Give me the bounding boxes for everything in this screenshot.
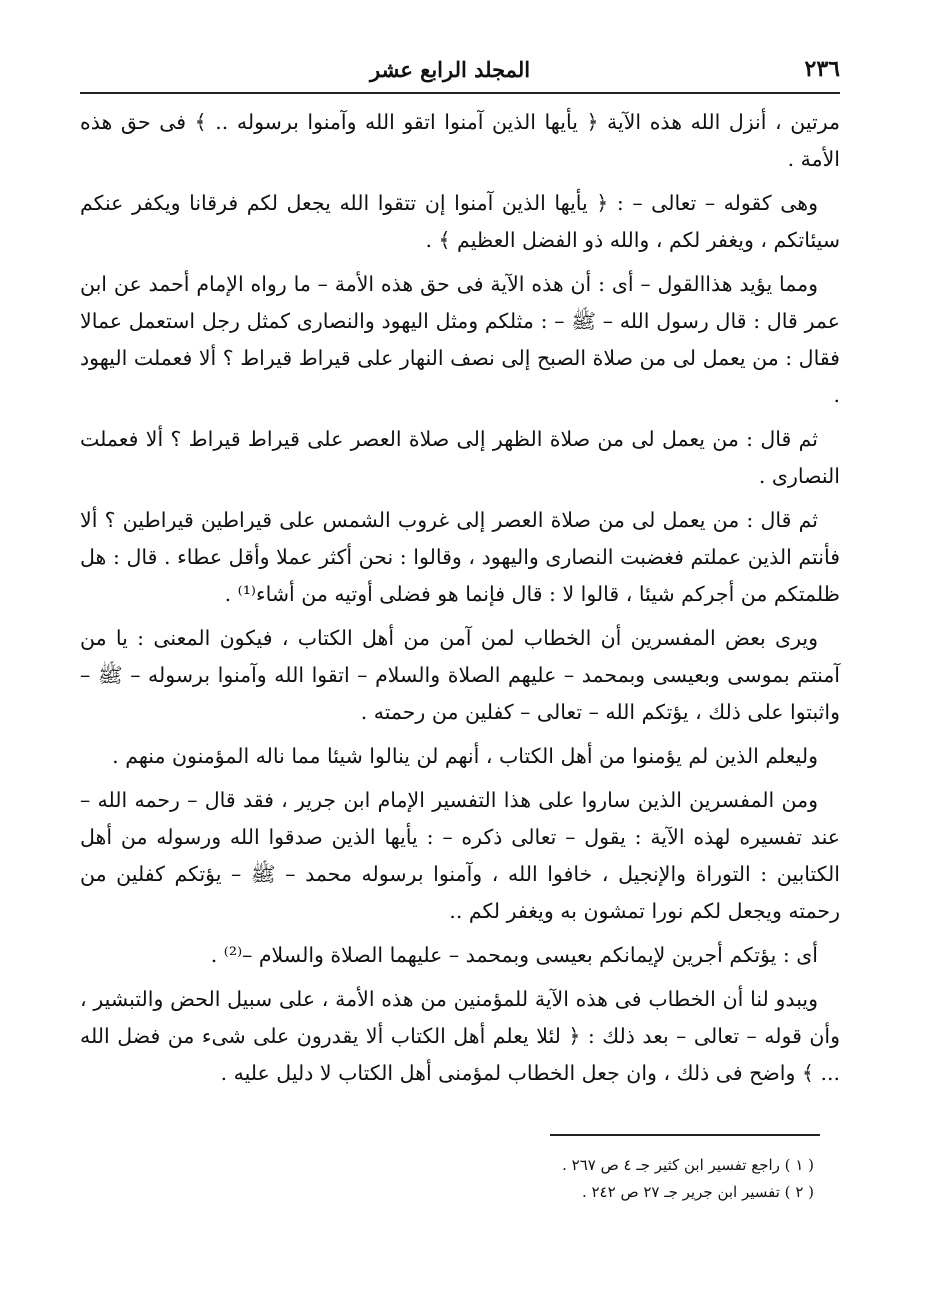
paragraph: مرتين ، أنزل الله هذه الآية ﴿ يأيها الذين آمنوا اتقو الله وآمنوا برسوله .. ﴾ فى حق هذه الأمة . [80, 110, 840, 171]
paragraph: ويرى بعض المفسرين أن الخطاب لمن آمن من أهل الكتاب ، فيكون المعنى : يا من آمنتم بموسى وبعيسى وبمحمد – عليهم الصلاة والسلام – اتقوا الله وآمنوا برسوله – ﷺ – واثبتوا على ذلك ، يؤتكم الله – تعالى – كفلين من رحمته . [80, 626, 840, 724]
volume-title: المجلد الرابع عشر [370, 56, 531, 82]
paragraph: وهى كقوله – تعالى – : ﴿ يأيها الذين آمنوا إن تتقوا الله يجعل لكم فرقانا ويكفر عنكم سيئاتكم ، ويغفر لكم ، والله ذو الفضل العظيم ﴾ . [80, 191, 840, 252]
footnotes [114, 1152, 814, 1206]
main-text [80, 104, 840, 1092]
paragraph: ويبدو لنا أن الخطاب فى هذه الآية للمؤمنين من هذه الأمة ، على سبيل الحض والتبشير ، وأن قوله – تعالى – بعد ذلك : ﴿ لئلا يعلم أهل الكتاب ألا يقدرون على شىء من فضل الله ... ﴾ واضح فى ذلك ، وان جعل الخطاب لمؤمنى أهل الكتاب لا دليل عليه . [80, 987, 840, 1085]
header-divider [80, 92, 840, 94]
footnote: ( ١ ) راجع تفسير ابن كثير جـ ٤ ص ٢٦٧ . [562, 1156, 814, 1174]
footnote-divider [550, 1134, 820, 1136]
book-page [80, 44, 840, 1284]
paragraph: ثم قال : من يعمل لى من صلاة العصر إلى غروب الشمس على قيراطين قيراطين ؟ ألا فأنتم الذين عملتم فغضبت النصارى واليهود ، وقالوا : نحن أكثر عملا وأقل عطاء . قال : هل ظلمتكم من أجركم شيئا ، قالوا لا : قال فإنما هو فضلى أوتيه من أشاء⁽¹⁾ . [80, 508, 840, 606]
paragraph: وليعلم الذين لم يؤمنوا من أهل الكتاب ، أنهم لن ينالوا شيئا مما ناله المؤمنون منهم . [112, 744, 818, 768]
page-header [80, 44, 840, 94]
paragraph: ومما يؤيد هذاالقول – أى : أن هذه الآية فى حق هذه الأمة – ما رواه الإمام أحمد عن ابن عمر قال : قال رسول الله – ﷺ – : مثلكم ومثل اليهود والنصارى كمثل رجل استعمل عمالا فقال : من يعمل لى من صلاة الصبح إلى نصف النهار على قيراط قيراط ؟ ألا فعملت اليهود . [80, 272, 840, 407]
paragraph: ثم قال : من يعمل لى من صلاة الظهر إلى صلاة العصر على قيراط قيراط ؟ ألا فعملت النصارى . [80, 427, 840, 488]
page-number: ٢٣٦ [804, 56, 840, 82]
paragraph: ومن المفسرين الذين ساروا على هذا التفسير الإمام ابن جرير ، فقد قال – رحمه الله – عند تفسيره لهذه الآية : يقول – تعالى ذكره – : يأيها الذين صدقوا الله ورسوله من أهل الكتابين : التوراة والإنجيل ، خافوا الله ، وآمنوا برسوله محمد – ﷺ – يؤتكم كفلين من رحمته ويجعل لكم نورا تمشون به ويغفر لكم .. [80, 788, 840, 923]
footnote: ( ٢ ) تفسير ابن جرير جـ ٢٧ ص ٢٤٢ . [581, 1183, 814, 1201]
paragraph: أى : يؤتكم أجرين لإيمانكم بعيسى وبمحمد – عليهما الصلاة والسلام –⁽²⁾ . [210, 943, 818, 967]
